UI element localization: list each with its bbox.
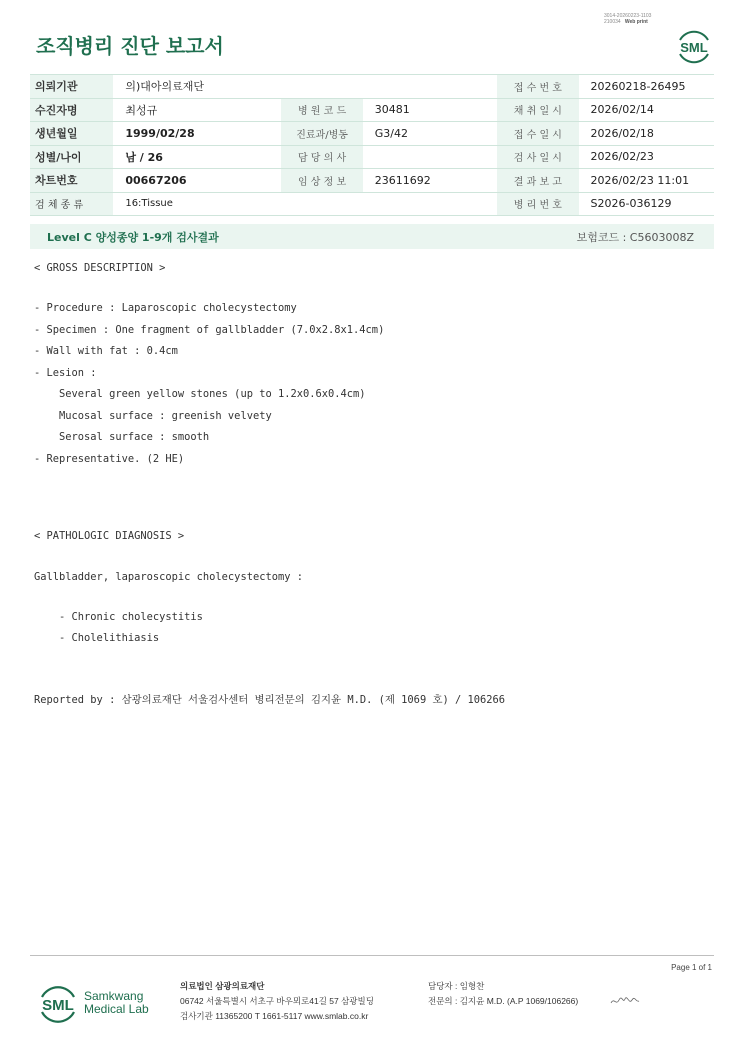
- test-level: Level C 양성종양 1-9개 검사결과: [47, 230, 219, 244]
- clinical-info: 23611692: [363, 169, 498, 193]
- diagnosis-item: - Chronic cholecystitis: [34, 611, 203, 623]
- gross-header: < GROSS DESCRIPTION >: [34, 262, 166, 274]
- label-chart-number: 차트번호: [30, 169, 113, 193]
- page-number: Page 1 of 1: [671, 963, 712, 972]
- label-result-report: 결 과 보 고: [497, 169, 578, 193]
- label-collection-date: 채 취 일 시: [497, 98, 578, 122]
- result-report-datetime: 2026/02/23 11:01: [579, 169, 714, 193]
- print-meta-label: Web print: [624, 19, 648, 25]
- department-ward: G3/42: [363, 122, 498, 146]
- label-pathology-number: 병 리 번 호: [497, 192, 578, 216]
- birth-date: 1999/02/28: [113, 122, 281, 146]
- info-row: [30, 145, 714, 169]
- info-row: [30, 169, 714, 193]
- label-birth-date: 생년월일: [30, 122, 113, 146]
- patient-name: 최성규: [113, 98, 281, 122]
- sml-logo-icon: [674, 26, 714, 66]
- gross-line: - Lesion :: [34, 366, 97, 379]
- gross-line: - Wall with fat : 0.4cm: [34, 345, 178, 357]
- info-row: [30, 75, 714, 99]
- logo-bottom-text: SML: [42, 997, 74, 1014]
- brand-line-2: Medical Lab: [84, 1002, 149, 1016]
- gross-line: Several green yellow stones (up to 1.2x0.6x0.4cm): [34, 388, 366, 400]
- label-hospital-code: 병 원 코 드: [281, 98, 362, 122]
- print-meta-line2: [604, 19, 651, 25]
- footer-organization: [180, 979, 374, 1024]
- test-date: 2026/02/23: [579, 145, 714, 169]
- footer-staff: [428, 979, 578, 1009]
- chart-number: 00667206: [113, 169, 281, 193]
- diagnosis-intro: Gallbladder, laparoscopic cholecystectomy :: [34, 571, 303, 583]
- collection-date: 2026/02/14: [579, 98, 714, 122]
- receipt-date: 2026/02/18: [579, 122, 714, 146]
- label-patient-name: 수진자명: [30, 98, 113, 122]
- info-row: [30, 98, 714, 122]
- gross-line: - Representative. (2 HE): [34, 452, 185, 465]
- organization-address: 06742 서울특별시 서초구 바우뫼로41길 57 삼광빌딩: [180, 996, 374, 1006]
- label-test-date: 검 사 일 시: [497, 145, 578, 169]
- specimen-type: 16:Tissue: [113, 192, 497, 216]
- print-meta: [604, 13, 651, 25]
- label-attending-physician: 담 당 의 사: [281, 145, 362, 169]
- test-banner: [30, 224, 714, 249]
- organization-contact: 검사기관 11365200 T 1661-5117 www.smlab.co.kr: [180, 1011, 369, 1021]
- label-requesting-institution: 의뢰기관: [30, 75, 113, 99]
- print-meta-code: 210034: [604, 19, 621, 25]
- footer-divider: [30, 955, 714, 956]
- patient-info-table: [30, 74, 714, 216]
- info-row: [30, 192, 714, 216]
- gross-line: - Specimen : One fragment of gallbladder (7.0x2.8x1.4cm): [34, 323, 385, 336]
- attending-physician: [363, 145, 498, 169]
- diagnosis-item: - Cholelithiasis: [34, 632, 160, 644]
- info-row: [30, 122, 714, 146]
- gross-line: Serosal surface : smooth: [34, 431, 210, 443]
- sex-age: 남 / 26: [113, 145, 281, 169]
- brand-line-1: Samkwang: [84, 989, 144, 1003]
- sml-footer-logo-icon: [36, 982, 80, 1026]
- reported-by: Reported by : 삼광의료재단 서울검사센터 병리전문의 김지윤 M.D. (제 1069 호) / 106266: [34, 694, 506, 706]
- diagnosis-header: < PATHOLOGIC DIAGNOSIS >: [34, 530, 185, 542]
- report-title: 조직병리 진단 보고서: [36, 34, 224, 58]
- hospital-code: 30481: [363, 98, 498, 122]
- label-department-ward: 진료과/병동: [281, 122, 362, 146]
- label-accession-number: 접 수 번 호: [497, 75, 578, 99]
- insurance-code: 보험코드 : C5603008Z: [576, 230, 694, 244]
- brand-name: [84, 990, 149, 1016]
- gross-line: Mucosal surface : greenish velvety: [34, 409, 272, 422]
- specialist: 전문의 : 김지윤 M.D. (A.P 1069/106266): [428, 996, 579, 1006]
- label-clinical-info: 임 상 정 보: [281, 169, 362, 193]
- signature-icon: [610, 994, 640, 1008]
- pathology-number: S2026-036129: [579, 192, 714, 216]
- requesting-institution: 의)대아의료재단: [113, 75, 497, 99]
- label-sex-age: 성별/나이: [30, 145, 113, 169]
- print-meta-line1: 3014-20260223-1103: [604, 13, 652, 19]
- organization-name: 의료법인 삼광의료재단: [180, 981, 265, 991]
- staff-in-charge: 담당자 : 임형찬: [428, 981, 485, 991]
- logo-top-text: SML: [680, 40, 708, 55]
- accession-number: 20260218-26495: [579, 75, 714, 99]
- gross-line: - Procedure : Laparoscopic cholecystectomy: [34, 302, 297, 314]
- label-specimen-type: 검 체 종 류: [30, 192, 113, 216]
- label-receipt-date: 접 수 일 시: [497, 122, 578, 146]
